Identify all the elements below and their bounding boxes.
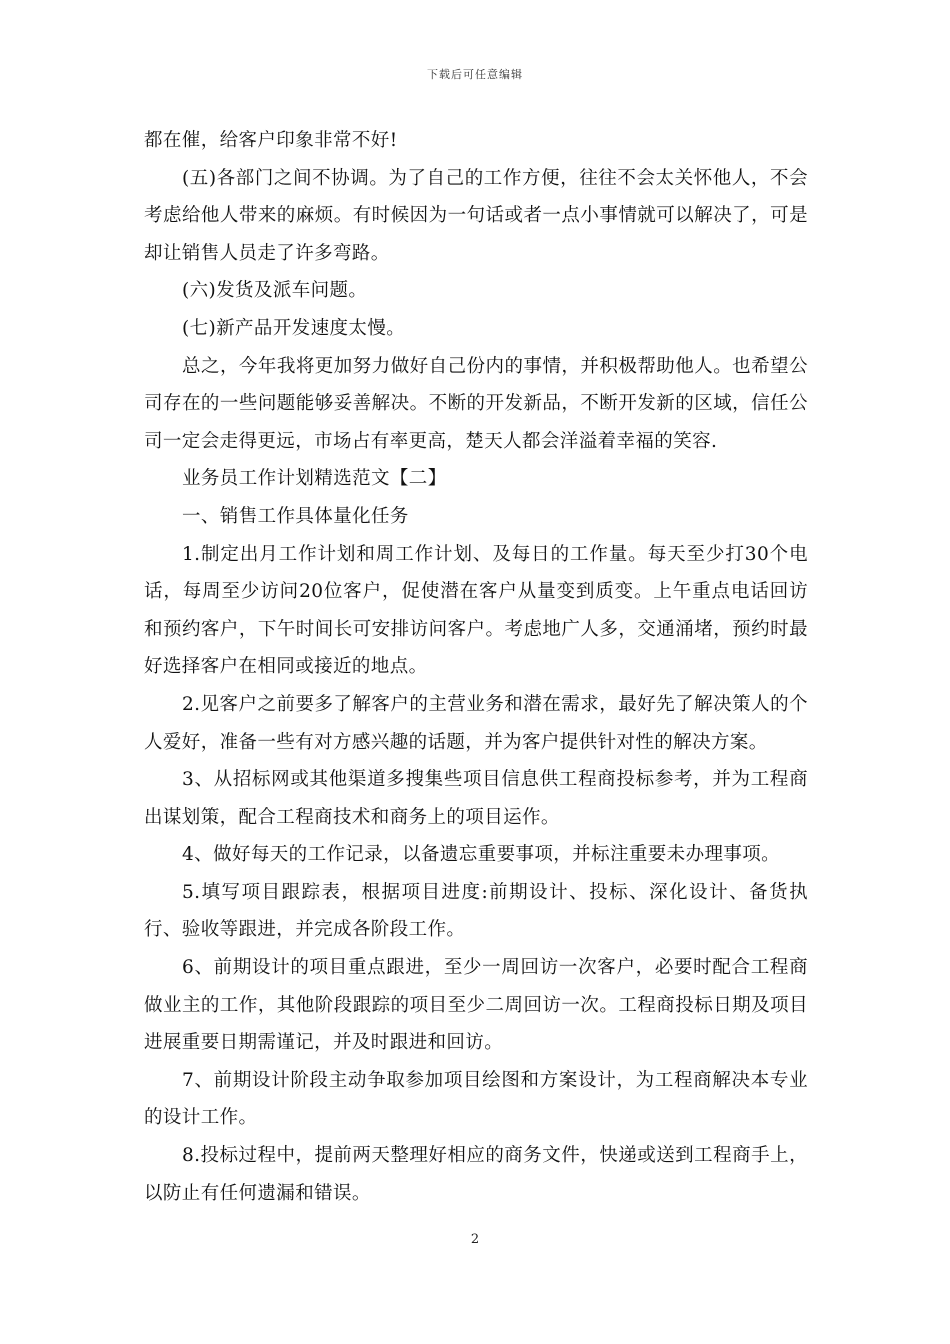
paragraph-2: (五)各部门之间不协调。为了自己的工作方便，往往不会太关怀他人，不会考虑给他人带来的麻烦。有时候因为一句话或者一点小事情就可以解决了，可是却让销售人员走了许多弯路。 bbox=[144, 167, 808, 264]
paragraph-4: (七)新产品开发速度太慢。 bbox=[182, 317, 406, 339]
paragraph-1: 都在催，给客户印象非常不好! bbox=[144, 130, 398, 151]
paragraph-3: (六)发货及派车问题。 bbox=[182, 280, 368, 302]
subsection-heading: 一、销售工作具体量化任务 bbox=[182, 505, 409, 527]
list-item-5: 5.填写项目跟踪表，根据项目进度:前期设计、投标、深化设计、备货执行、验收等跟进，并完成各阶段工作。 bbox=[144, 881, 808, 941]
list-item-3: 3、从招标网或其他渠道多搜集些项目信息供工程商投标参考，并为工程商出谋划策，配合工程商技术和商务上的项目运作。 bbox=[144, 769, 808, 828]
list-item-6: 6、前期设计的项目重点跟进，至少一周回访一次客户，必要时配合工程商做业主的工作，其他阶段跟踪的项目至少二周回访一次。工程商投标日期及项目进展重要日期需谨记，并及时跟进和回访。 bbox=[144, 957, 808, 1054]
list-item-2: 2.见客户之前要多了解客户的主营业务和潜在需求，最好先了解决策人的个人爱好，准备一些有对方感兴趣的话题，并为客户提供针对性的解决方案。 bbox=[144, 693, 808, 753]
list-item-4: 4、做好每天的工作记录，以备遗忘重要事项，并标注重要未办理事项。 bbox=[182, 844, 781, 866]
paragraph-5: 总之，今年我将更加努力做好自己份内的事情，并积极帮助他人。也希望公司存在的一些问题能够妥善解决。不断的开发新品，不断开发新的区域，信任公司一定会走得更远，市场占有率更高，楚天人都会洋溢着幸福的笑容. bbox=[144, 355, 808, 452]
list-item-8: 8.投标过程中，提前两天整理好相应的商务文件，快递或送到工程商手上，以防止有任何遗漏和错误。 bbox=[144, 1145, 808, 1204]
section-heading: 业务员工作计划精选范文【二】 bbox=[182, 468, 447, 490]
document-body bbox=[144, 122, 808, 1212]
page-header: 下载后可任意编辑 bbox=[427, 68, 523, 81]
list-item-1: 1.制定出月工作计划和周工作计划、及每日的工作量。每天至少打30个电话，每周至少访问20位客户，促使潜在客户从量变到质变。上午重点电话回访和预约客户，下午时间长可安排访问客户。考虑地广人多，交通涌堵，预约时最好选择客户在相同或接近的地点。 bbox=[144, 543, 808, 678]
page-number: 2 bbox=[470, 1232, 480, 1247]
list-item-7: 7、前期设计阶段主动争取参加项目绘图和方案设计，为工程商解决本专业的设计工作。 bbox=[144, 1069, 808, 1129]
